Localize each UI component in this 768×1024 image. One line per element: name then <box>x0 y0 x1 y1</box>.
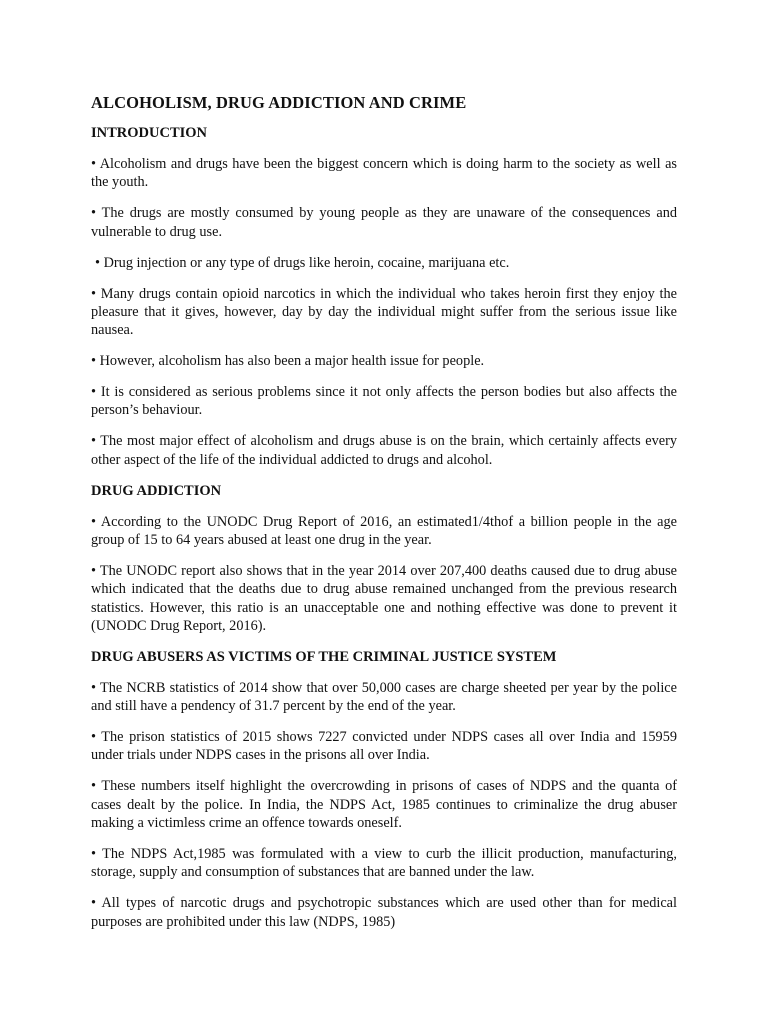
document-page <box>91 92 677 944</box>
section-heading-introduction: INTRODUCTION <box>91 125 208 141</box>
paragraph: • The UNODC report also shows that in the year 2014 over 207,400 deaths caused due to drug abuse which indicated that the deaths due to drug abuse remained unchanged from the previous research statistics. However, this ratio is an unacceptable one and nothing effective was done to prevent it (UNODC Drug Report, 2016). <box>91 562 677 634</box>
paragraph: • The NDPS Act,1985 was formulated with a view to curb the illicit production, manufacturing, storage, supply and consumption of substances that are banned under the law. <box>91 845 677 881</box>
section-heading-drug-abusers-victims: DRUG ABUSERS AS VICTIMS OF THE CRIMINAL JUSTICE SYSTEM <box>91 648 557 665</box>
section-heading-drug-addiction: DRUG ADDICTION <box>91 482 222 499</box>
paragraph: • Alcoholism and drugs have been the biggest concern which is doing harm to the society as well as the youth. <box>91 156 677 191</box>
paragraph: • The drugs are mostly consumed by young people as they are unaware of the consequences and vulnerable to drug use. <box>91 205 677 240</box>
paragraph: • It is considered as serious problems since it not only affects the person bodies but also affects the person’s behaviour. <box>91 384 677 419</box>
paragraph: • However, alcoholism has also been a major health issue for people. <box>91 353 485 370</box>
section-drug-abusers-victims <box>91 648 677 931</box>
document-title: ALCOHOLISM, DRUG ADDICTION AND CRIME <box>91 93 467 112</box>
section-introduction <box>91 124 677 469</box>
section-drug-addiction <box>91 482 677 635</box>
paragraph: • The NCRB statistics of 2014 show that over 50,000 cases are charge sheeted per year by the police and still have a pendency of 31.7 percent by the end of the year. <box>91 679 677 715</box>
paragraph: • Many drugs contain opioid narcotics in which the individual who takes heroin first they enjoy the pleasure that it gives, however, day by day the individual might suffer from the serious issue like nausea. <box>91 285 677 339</box>
paragraph: • The prison statistics of 2015 shows 7227 convicted under NDPS cases all over India and 15959 under trials under NDPS cases in the prisons all over India. <box>91 729 677 764</box>
paragraph: • The most major effect of alcoholism and drugs abuse is on the brain, which certainly affects every other aspect of the life of the individual addicted to drugs and alcohol. <box>91 433 677 468</box>
paragraph: • Drug injection or any type of drugs like heroin, cocaine, marijuana etc. <box>95 254 510 271</box>
paragraph: • These numbers itself highlight the overcrowding in prisons of cases of NDPS and the quanta of cases dealt by the police. In India, the NDPS Act, 1985 continues to criminalize the drug abuser making a victimless crime an offence towards oneself. <box>91 778 677 831</box>
paragraph: • All types of narcotic drugs and psychotropic substances which are used other than for medical purposes are prohibited under this law (NDPS, 1985) <box>91 895 677 930</box>
paragraph: • According to the UNODC Drug Report of 2016, an estimated1/4thof a billion people in the age group of 15 to 64 years abused at least one drug in the year. <box>91 513 677 548</box>
